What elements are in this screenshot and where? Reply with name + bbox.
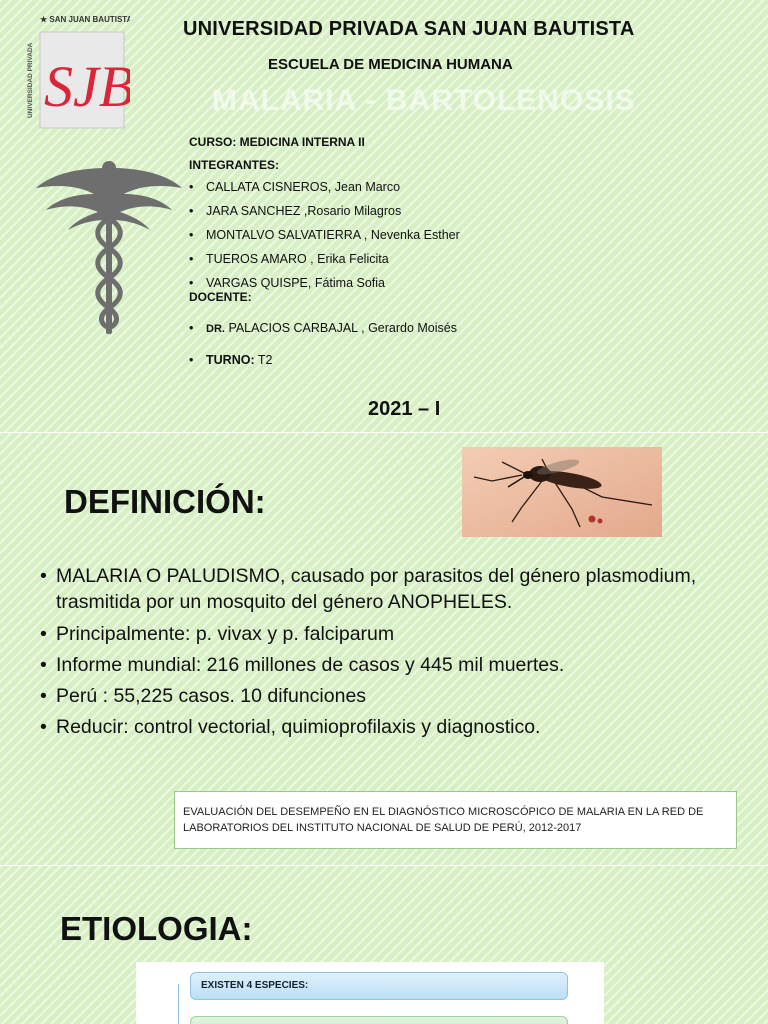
bullet-item: • Informe mundial: 216 millones de casos y 445 mil muertes. — [40, 650, 740, 681]
bullet-item: • Principalmente: p. vivax y p. falciparum — [40, 619, 740, 650]
diagram-box-species: EXISTEN 4 ESPECIES: — [190, 972, 568, 1000]
bullet-item: • Reducir: control vectorial, quimioprofilaxis y diagnostico. — [40, 712, 740, 743]
school-name: ESCUELA DE MEDICINA HUMANA — [268, 56, 513, 73]
shift-item — [189, 353, 460, 367]
diagram-box — [190, 1016, 568, 1024]
shift-value: T2 — [257, 353, 273, 367]
university-logo — [22, 14, 130, 132]
member-item: • MONTALVO SALVATIERRA , Nevenka Esther — [189, 228, 460, 242]
member-item: • TUEROS AMARO , Erika Felicita — [189, 252, 460, 266]
teacher-prefix: DR. — [206, 323, 225, 335]
etiology-title: ETIOLOGIA: — [60, 910, 253, 947]
logo-monogram: SJB — [44, 54, 130, 119]
bullet-item: • Perú : 55,225 casos. 10 difunciones — [40, 681, 740, 712]
university-name: UNIVERSIDAD PRIVADA SAN JUAN BAUTISTA — [183, 18, 635, 40]
caduceus-icon — [34, 158, 184, 336]
logo-top-text: SAN JUAN BAUTISTA — [49, 15, 130, 24]
year-label: 2021 – I — [368, 398, 441, 420]
bullet-item: • MALARIA O PALUDISMO, causado por parasitos del género plasmodium, trasmitida por un mosquito del género ANOPHELES. — [40, 563, 740, 615]
members-label: INTEGRANTES: — [189, 158, 279, 172]
teacher-name: PALACIOS CARBAJAL , Gerardo Moisés — [228, 321, 457, 335]
presentation-title: MALARIA - BARTOLENOSIS — [212, 84, 636, 117]
definition-bullets — [40, 563, 740, 743]
shift-label: TURNO: — [206, 353, 255, 367]
teacher-label: DOCENTE: — [189, 290, 252, 304]
course-info — [189, 135, 460, 367]
member-item: • VARGAS QUISPE, Fátima Sofia — [189, 276, 460, 290]
svg-text:★ SAN JUAN BAUTISTA: ★ SAN JUAN BAUTISTA — [40, 15, 130, 24]
etiology-slide — [0, 866, 768, 1024]
reference-box: EVALUACIÓN DEL DESEMPEÑO EN EL DIAGNÓSTICO MICROSCÓPICO DE MALARIA EN LA RED DE LABORATORIOS DEL INSTITUTO NACIONAL DE SALUD DE PERÚ, 2012-2017 — [174, 791, 737, 849]
definition-slide — [0, 433, 768, 865]
member-item: • JARA SANCHEZ ,Rosario Milagros — [189, 204, 460, 218]
title-slide — [0, 0, 768, 432]
course-label: CURSO: MEDICINA INTERNA II — [189, 135, 365, 149]
teacher-item — [189, 321, 460, 335]
mosquito-photo — [462, 447, 662, 537]
definition-title: DEFINICIÓN: — [64, 483, 266, 520]
logo-side-text: UNIVERSIDAD PRIVADA — [27, 42, 34, 118]
member-item: • CALLATA CISNEROS, Jean Marco — [189, 180, 460, 194]
